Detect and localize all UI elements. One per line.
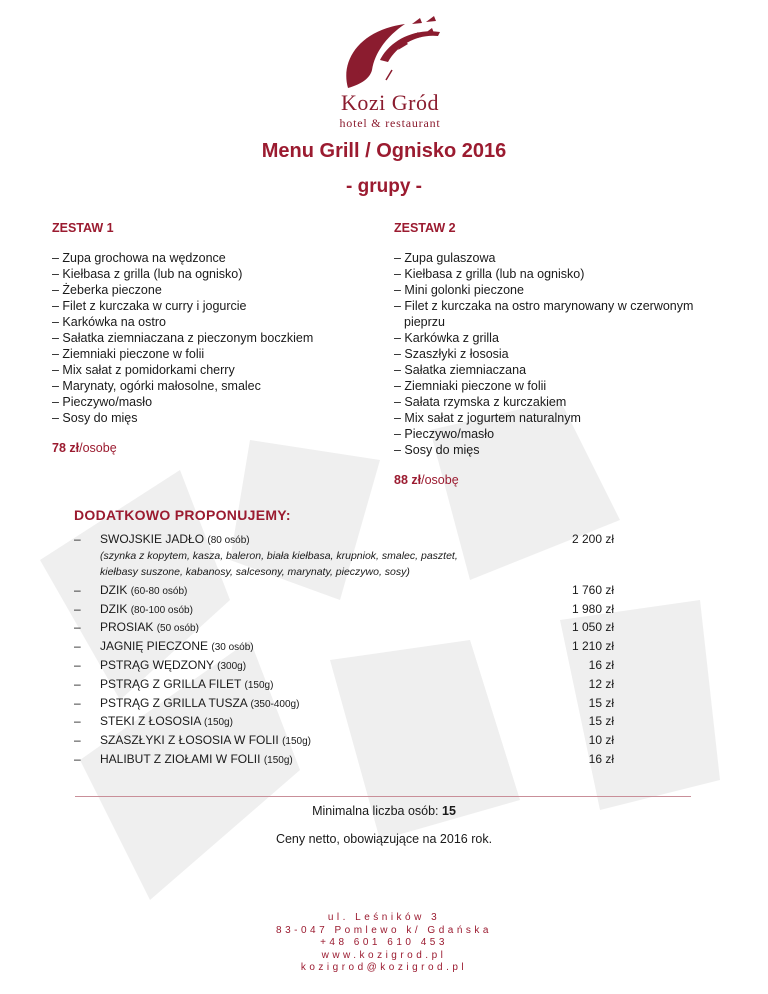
divider — [75, 796, 691, 797]
set-2-price-value: 88 zł — [394, 473, 422, 487]
footer-phone: +48 601 610 453 — [320, 937, 448, 948]
dash: – — [74, 695, 81, 710]
page-subtitle: - grupy - — [346, 176, 422, 197]
item-name: HALIBUT Z ZIOŁAMI W FOLII — [100, 751, 261, 766]
dash: – — [74, 733, 81, 748]
extras-heading: DODATKOWO PROPONUJEMY: — [74, 507, 291, 523]
list-item: – Karkówka na ostro — [52, 315, 166, 329]
minimum-value: 15 — [442, 804, 456, 818]
extras-row — [74, 694, 614, 713]
set-1 — [52, 220, 352, 456]
set-2-price — [394, 472, 724, 488]
item-name: SWOJSKIE JADŁO — [100, 532, 205, 546]
dash: – — [74, 676, 81, 691]
dash: – — [74, 657, 81, 672]
item-name: JAGNIĘ PIECZONE — [100, 639, 209, 654]
item-name: DZIK — [100, 582, 128, 597]
item-detail: (50 osób) — [156, 623, 199, 635]
goat-horn-icon — [300, 10, 480, 90]
dash: – — [74, 532, 81, 546]
list-item: – Mix sałat z pomidorkami cherry — [52, 363, 235, 377]
dash: – — [74, 582, 81, 597]
list-item: – Sałata rzymska z kurczakiem — [394, 395, 567, 409]
item-price: 12 zł — [588, 676, 614, 691]
list-item: – Filet z kurczaka w curry i jogurcie — [52, 299, 247, 313]
list-item: – Sałatka ziemniaczana — [394, 363, 527, 377]
extras-row — [74, 581, 614, 600]
item-price: 10 zł — [588, 733, 614, 748]
set-2-price-unit: /osobę — [421, 473, 459, 487]
set-1-price-unit: /osobę — [79, 441, 117, 455]
extras-row — [74, 750, 614, 769]
item-detail: (60-80 osób) — [130, 585, 188, 597]
set-1-items — [52, 250, 352, 426]
list-item: – Sałatka ziemniaczana z pieczonym boczkiem — [52, 331, 314, 345]
footer-contact — [0, 912, 768, 975]
page-title: Menu Grill / Ognisko 2016 — [261, 140, 507, 162]
item-detail: (150g) — [244, 679, 274, 691]
list-item: – Szaszłyki z łososia — [394, 347, 509, 361]
hotel-logo — [300, 10, 480, 130]
set-1-heading: ZESTAW 1 — [52, 221, 114, 235]
item-name: STEKI Z ŁOSOSIA — [100, 714, 201, 729]
footer-city: 83-047 Pomlewo k/ Gdańska — [276, 924, 492, 936]
item-price: 1 980 zł — [571, 601, 614, 616]
item-price: 16 zł — [588, 657, 614, 672]
list-item: – Ziemniaki pieczone w folii — [394, 379, 547, 393]
list-item: – Ziemniaki pieczone w folii — [52, 347, 205, 361]
set-2-heading: ZESTAW 2 — [394, 221, 456, 235]
swojskie-jadlo-note — [100, 548, 614, 580]
extras-row — [74, 656, 614, 675]
set-1-price — [52, 440, 352, 456]
item-price: 16 zł — [588, 751, 614, 766]
list-item: – Sosy do mięs — [52, 411, 138, 425]
extras-list — [74, 530, 614, 769]
footer-website[interactable]: www.kozigrod.pl — [321, 949, 447, 961]
item-name: SZASZŁYKI Z ŁOSOSIA W FOLII — [100, 733, 279, 748]
note-line: (szynka z kopytem, kasza, baleron, biała kiełbasa, krupniok, smalec, pasztet, — [100, 549, 458, 562]
item-detail: (80-100 osób) — [130, 604, 193, 616]
list-item: – Zupa grochowa na wędzonce — [52, 251, 226, 265]
item-name: PSTRĄG WĘDZONY — [100, 657, 214, 672]
item-detail: (150g) — [282, 736, 311, 748]
item-name: PROSIAK — [100, 620, 154, 635]
dash: – — [74, 751, 81, 766]
item-detail: (150g) — [263, 754, 293, 766]
extras-row — [74, 712, 614, 731]
item-detail: (150g) — [204, 717, 233, 729]
list-item: – Sosy do mięs — [394, 443, 480, 457]
item-price: 1 210 zł — [571, 639, 614, 654]
item-price: 15 zł — [588, 695, 614, 710]
list-item: – Żeberka pieczone — [52, 283, 162, 297]
list-item: – Karkówka z grilla — [394, 331, 499, 345]
minimum-guests — [0, 804, 768, 818]
extras-row — [74, 600, 614, 619]
item-price: 1 050 zł — [571, 620, 614, 635]
item-detail: (80 osób) — [207, 535, 250, 546]
extras-row — [74, 675, 614, 694]
list-item: – Zupa gulaszowa — [394, 251, 496, 265]
list-item: – Pieczywo/masło — [52, 395, 153, 409]
footer-email[interactable]: kozigrod@kozigrod.pl — [300, 962, 468, 973]
dash: – — [74, 639, 81, 654]
minimum-label: Minimalna liczba osób: — [312, 804, 442, 818]
list-item: – Marynaty, ogórki małosolne, smalec — [52, 379, 261, 393]
list-item: – Mini golonki pieczone — [394, 283, 524, 297]
extras-row — [74, 530, 614, 549]
item-name: DZIK — [100, 601, 128, 616]
extras-row — [74, 637, 614, 656]
item-price: 2 200 zł — [571, 532, 614, 546]
extras-row — [74, 731, 614, 750]
extras-row — [74, 618, 614, 637]
dash: – — [74, 714, 81, 729]
dash: – — [74, 601, 81, 616]
list-item: – Kiełbasa z grilla (lub na ognisko) — [394, 267, 585, 281]
item-name: PSTRĄG Z GRILLA TUSZA — [100, 695, 248, 710]
logo-name: Kozi Gród — [341, 90, 439, 115]
item-price: 1 760 zł — [571, 582, 614, 597]
list-item: – Pieczywo/masło — [394, 427, 495, 441]
list-item: – Mix sałat z jogurtem naturalnym — [394, 411, 581, 425]
logo-subtitle: hotel & restaurant — [339, 116, 441, 130]
footer-street: ul. Leśników 3 — [327, 912, 441, 923]
item-detail: (300g) — [217, 660, 247, 672]
dash: – — [74, 620, 81, 635]
item-detail: (30 osób) — [211, 642, 254, 654]
set-2 — [394, 220, 724, 488]
set-1-price-value: 78 zł — [52, 441, 80, 455]
list-item: – Filet z kurczaka na ostro marynowany w czerwonym pieprzu — [394, 299, 694, 329]
set-2-items — [394, 250, 724, 458]
note-line: kiełbasy suszone, kabanosy, salcesony, marynaty, pieczywo, sosy) — [100, 565, 410, 578]
item-price: 15 zł — [588, 714, 614, 729]
item-detail: (350-400g) — [250, 698, 300, 710]
item-name: PSTRĄG Z GRILLA FILET — [100, 676, 242, 691]
list-item: – Kiełbasa z grilla (lub na ognisko) — [52, 267, 243, 281]
prices-note: Ceny netto, obowiązujące na 2016 rok. — [275, 832, 493, 846]
